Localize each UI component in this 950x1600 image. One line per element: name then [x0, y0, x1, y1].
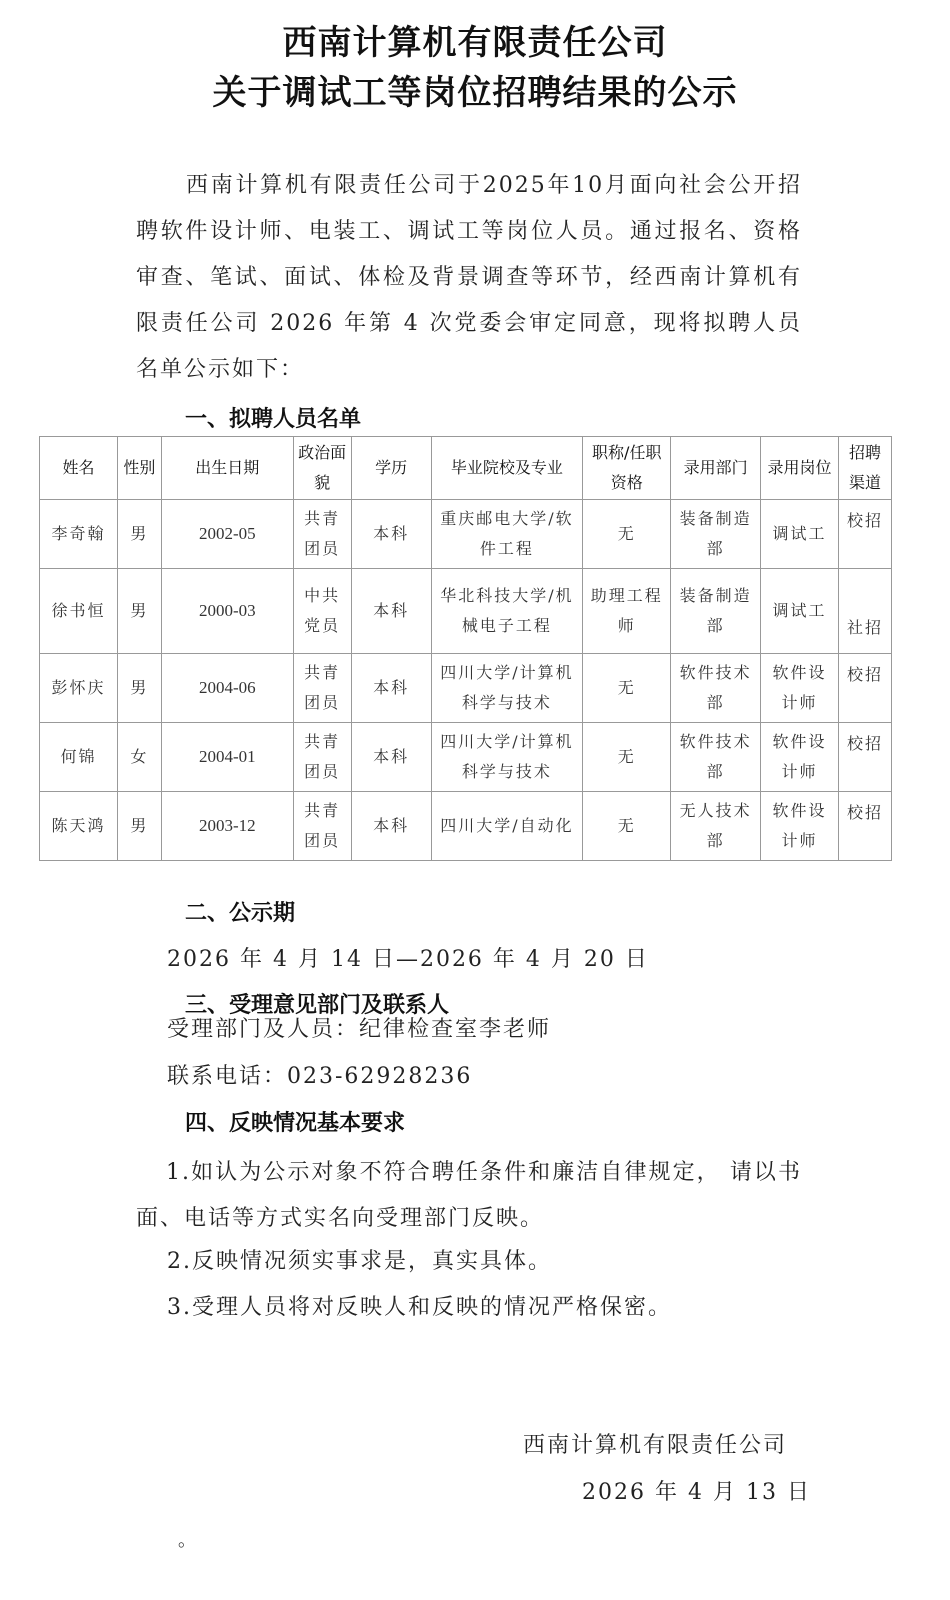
- cell-dept: 无人技术部: [671, 792, 761, 861]
- col-header-title: 职称/任职资格: [583, 437, 671, 500]
- cell-education: 本科: [351, 792, 431, 861]
- cell-name: 陈天鸿: [40, 792, 118, 861]
- cell-birth: 2002-05: [161, 500, 293, 569]
- contact-dept: 受理部门及人员：纪律检查室李老师: [167, 1017, 552, 1042]
- col-header-channel: 招聘渠道: [838, 437, 891, 500]
- signature-date: 2026 年 4 月 13 日: [582, 1480, 811, 1505]
- cell-position: 软件设计师: [761, 792, 839, 861]
- cell-political: 共青团员: [293, 792, 351, 861]
- cell-education: 本科: [351, 500, 431, 569]
- cell-name: 何锦: [40, 723, 118, 792]
- cell-channel: 校招: [838, 654, 891, 723]
- cell-school: 重庆邮电大学/软件工程: [431, 500, 583, 569]
- cell-political: 共青团员: [293, 500, 351, 569]
- cell-name: 徐书恒: [40, 569, 118, 654]
- cell-title: 助理工程师: [583, 569, 671, 654]
- cell-political: 中共党员: [293, 569, 351, 654]
- cell-gender: 男: [117, 792, 161, 861]
- section1-heading: 一、拟聘人员名单: [185, 407, 362, 432]
- cell-school: 华北科技大学/机械电子工程: [431, 569, 583, 654]
- cell-position: 调试工: [761, 500, 839, 569]
- cell-title: 无: [583, 792, 671, 861]
- requirement-item-2: 2.反映情况须实事求是，真实具体。: [167, 1249, 552, 1274]
- cell-title: 无: [583, 654, 671, 723]
- cell-political: 共青团员: [293, 723, 351, 792]
- cell-dept: 软件技术部: [671, 723, 761, 792]
- table-row: [40, 500, 892, 569]
- publicity-period: 2026 年 4 月 14 日—2026 年 4 月 20 日: [167, 947, 649, 972]
- cell-education: 本科: [351, 654, 431, 723]
- cell-birth: 2003-12: [161, 792, 293, 861]
- col-header-position: 录用岗位: [761, 437, 839, 500]
- col-header-name: 姓名: [40, 437, 118, 500]
- cell-title: 无: [583, 500, 671, 569]
- cell-birth: 2004-06: [161, 654, 293, 723]
- requirement-item-3: 3.受理人员将对反映人和反映的情况严格保密。: [167, 1295, 672, 1320]
- cell-gender: 男: [117, 569, 161, 654]
- section2-heading: 二、公示期: [185, 901, 296, 926]
- cell-channel: 校招: [838, 792, 891, 861]
- cell-birth: 2000-03: [161, 569, 293, 654]
- document-title-line1: 西南计算机有限责任公司: [282, 23, 668, 63]
- col-header-dept: 录用部门: [671, 437, 761, 500]
- cell-dept: 装备制造部: [671, 569, 761, 654]
- cell-gender: 男: [117, 654, 161, 723]
- cell-gender: 男: [117, 500, 161, 569]
- col-header-school: 毕业院校及专业: [431, 437, 583, 500]
- contact-phone: 联系电话：023-62928236: [167, 1064, 473, 1089]
- section4-heading: 四、反映情况基本要求: [185, 1111, 406, 1136]
- cell-channel: 校招: [838, 500, 891, 569]
- requirement-item-1: 1.如认为公示对象不符合聘任条件和廉洁自律规定， 请以书面、电话等方式实名向受理部门反映。: [136, 1160, 802, 1231]
- col-header-gender: 性别: [117, 437, 161, 500]
- signature-company: 西南计算机有限责任公司: [523, 1433, 788, 1458]
- cell-gender: 女: [117, 723, 161, 792]
- col-header-education: 学历: [351, 437, 431, 500]
- cell-political: 共青团员: [293, 654, 351, 723]
- table-row: [40, 569, 892, 654]
- table-row: [40, 654, 892, 723]
- intro-paragraph: 西南计算机有限责任公司于2025年10月面向社会公开招聘软件设计师、电装工、调试工等岗位人员。通过报名、资格审查、笔试、面试、体检及背景调查等环节，经西南计算机有限责任公司 2026 年第 4 次党委会审定同意，现将拟聘人员名单公示如下：: [136, 173, 802, 382]
- cell-school: 四川大学/计算机科学与技术: [431, 723, 583, 792]
- col-header-political: 政治面貌: [293, 437, 351, 500]
- cell-position: 调试工: [761, 569, 839, 654]
- section3-heading: 三、受理意见部门及联系人: [185, 993, 450, 1018]
- cell-title: 无: [583, 723, 671, 792]
- table-row: [40, 792, 892, 861]
- cell-dept: 装备制造部: [671, 500, 761, 569]
- cell-dept: 软件技术部: [671, 654, 761, 723]
- cell-position: 软件设计师: [761, 723, 839, 792]
- table-header-row: [40, 437, 892, 500]
- cell-channel: 校招: [838, 723, 891, 792]
- cell-name: 彭怀庆: [40, 654, 118, 723]
- cell-school: 四川大学/计算机科学与技术: [431, 654, 583, 723]
- cell-school: 四川大学/自动化: [431, 792, 583, 861]
- cell-birth: 2004-01: [161, 723, 293, 792]
- col-header-birth: 出生日期: [161, 437, 293, 500]
- trailing-mark: 。: [178, 1530, 198, 1551]
- document-title-line2: 关于调试工等岗位招聘结果的公示: [212, 73, 738, 113]
- cell-position: 软件设计师: [761, 654, 839, 723]
- cell-education: 本科: [351, 723, 431, 792]
- cell-channel: 社招: [838, 569, 891, 654]
- cell-education: 本科: [351, 569, 431, 654]
- table-row: [40, 723, 892, 792]
- cell-name: 李奇翰: [40, 500, 118, 569]
- roster-table: [39, 436, 892, 861]
